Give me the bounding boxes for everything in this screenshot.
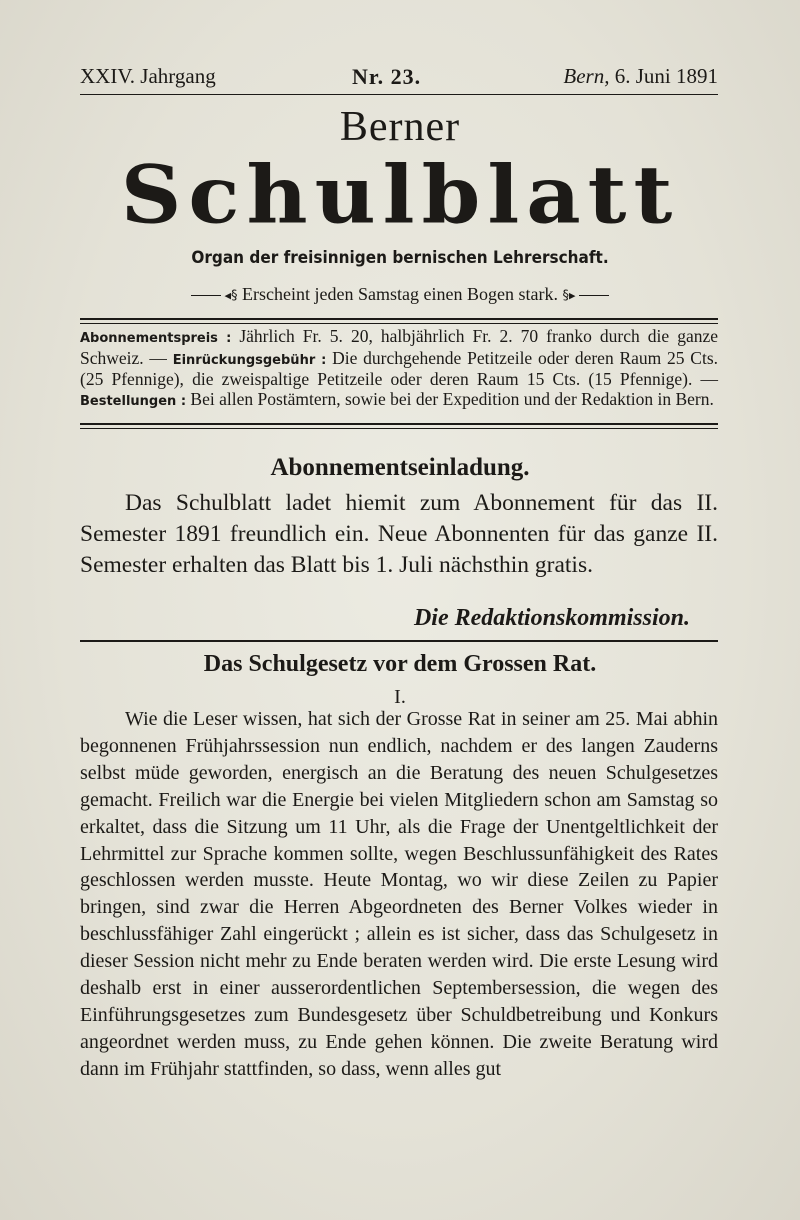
issue-number: Nr. 23. (352, 64, 422, 89)
publication-frequency (0, 284, 800, 305)
title-schulblatt: Schulblatt (120, 147, 680, 242)
subscription-box (80, 327, 718, 411)
masthead-rule (80, 94, 718, 95)
orders-label: Bestellungen : (80, 393, 187, 409)
article-body (80, 706, 718, 1083)
right-dash-ornament (579, 295, 609, 296)
insertion-label: Einrückungsgebühr : (172, 352, 327, 368)
issue-date-value: 6. Juni 1891 (614, 64, 718, 88)
organ-subtitle: Organ der freisinnigen bernischen Lehrerschaft. (191, 248, 609, 268)
invitation-heading: Abonnementseinladung. (270, 454, 530, 481)
orders-text: Bei allen Postämtern, sowie bei der Expedition und der Redaktion in Bern. (190, 388, 714, 409)
left-arrow-ornament: ◂§ (224, 288, 238, 304)
invitation-paragraph: Das Schulblatt ladet hiemit zum Abonnement für das II. Semester 1891 freundlich ein. Neue Abonnenten für das ganze II. Semester erhalten das Blatt bis 1. Juli nächsthin gratis. (80, 490, 718, 578)
masthead-line (80, 64, 718, 94)
invitation-body (80, 488, 718, 581)
issue-place: Bern, (563, 64, 610, 88)
frequency-text: Erscheint jeden Samstag einen Bogen stark. (242, 284, 558, 304)
volume-label: XXIV. Jahrgang (80, 64, 216, 88)
subscription-top-rule (80, 318, 718, 324)
right-arrow-ornament: §▸ (562, 288, 576, 304)
article-heading: Das Schulgesetz vor dem Grossen Rat. (203, 651, 597, 677)
insertion-text: Die durchgehende Petitzeile oder deren Raum 25 Cts. (25 Pfennige), die zweispaltige Petitzeile oder deren Raum 15 Cts. (15 Pfennige). — (80, 347, 719, 390)
title-berner: Berner (339, 104, 461, 150)
article-section-number: I. (394, 686, 406, 708)
invitation-signature: Die Redaktionskommission. (413, 605, 690, 631)
price-text: Jährlich Fr. 5. 20, halbjährlich Fr. 2. 70 franko durch die ganze Schweiz. — (80, 326, 718, 368)
issue-date (563, 64, 718, 89)
article-paragraph: Wie die Leser wissen, hat sich der Grosse Rat in seiner am 25. Mai abhin begonnenen Frühjahrssession nun endlich, nachdem er des langen Zauderns selbst müde geworden, energisch an die Beratung des neuen Schulgesetzes gemacht. Freilich war die Energie bei vielen Mitgliedern schon am Samstag so erkaltet, dass die Sitzung um 11 Uhr, als die Frage der Unentgeltlichkeit der Lehrmittel zur Sprache kommen sollte, wegen Beschlussunfähigkeit des Rates geschlossen werden musste. Heute Montag, wo wir diese Zeilen zu Papier bringen, sind zwar die Herren Abgeordneten des Berner Volkes wieder in beschlussfähiger Zahl eingerückt ; allein es ist sicher, dass das Schulgesetz in dieser Session nicht mehr zu Ende beraten werden wird. Die erste Lesung wird deshalb erst in einer ausserordentlichen Septembersession, die wegen des Einführungsgesetzes zum Bundesgesetz über Schuldbetreibung und Konkurs angeordnet werden muss, zu Ende gehen können. Die zweite Beratung wird dann im Frühjahr stattfinden, so dass, wenn alles gut (80, 708, 718, 1080)
left-dash-ornament (191, 295, 221, 296)
section-rule (80, 640, 718, 642)
subscription-bottom-rule (80, 423, 718, 429)
price-label: Abonnementspreis : (80, 331, 232, 346)
